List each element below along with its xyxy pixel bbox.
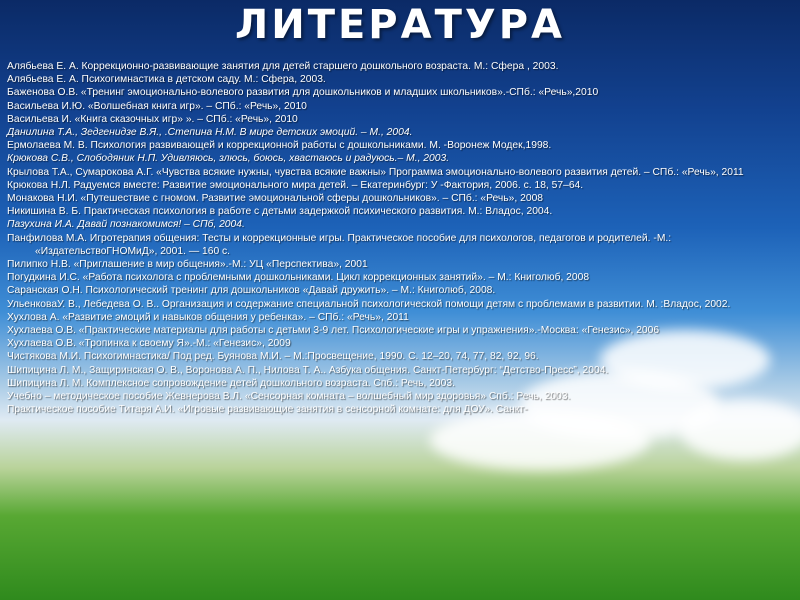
reference-item: Практическое пособие Титаря А.И. «Игровые развивающие занятия в сенсорной комнате: для ДОУ». Санкт-: [7, 404, 528, 416]
reference-list: [7, 60, 793, 416]
reference-item: Монакова Н.И. «Путешествие с гномом. Развитие эмоциональной сферы дошкольников». – СПб.: «Речь», 2008: [7, 193, 544, 205]
reference-item: Хухлаева О.В. «Тропинка к своему Я».-М.: «Генезис», 2009: [7, 338, 291, 350]
reference-item: УльенковаУ. В., Лебедева О. В.. Организация и содержание специальной психологической помощи детям с проблемами в развитии. М. :Владос, 2002.: [7, 298, 731, 310]
reference-item: Крюкова Н.Л. Радуемся вместе: Развитие эмоционального мира детей. – Екатеринбург: У -Фактория, 2006. с. 18, 57–64.: [7, 179, 584, 191]
reference-item: Данилина Т.А., Зедгенидзе В.Я., .Степина Н.М. В мире детских эмоций. – М., 2004.: [7, 127, 413, 139]
reference-item: Пилипко Н.В. «Приглашение в мир общения».-М.: УЦ «Перспектива», 2001: [7, 259, 368, 271]
reference-item: Крюкова С.В., Слободяник Н.П. Удивляюсь, злюсь, боюсь, хвастаюсь и радуюсь.– М., 2003.: [7, 153, 450, 165]
reference-item: Учебно – методическое пособие Жевнерова В.Л. «Сенсорная комната – волшебный мир здоровья» Спб.: Речь, 2003.: [7, 391, 571, 403]
reference-item: Васильева И.Ю. «Волшебная книга игр». – СПб.: «Речь», 2010: [7, 100, 307, 112]
reference-item: Хухлова А. «Развитие эмоций и навыков общения у ребенка». – СПб.: «Речь», 2011: [7, 311, 409, 323]
reference-item: Алябьева Е. А. Коррекционно-развивающие занятия для детей старшего дошкольного возраста. М.: Сфера , 2003.: [7, 61, 559, 72]
reference-item: Алябьева Е. А. Психогимнастика в детском саду. М.: Сфера, 2003.: [7, 74, 326, 86]
reference-item: Ермолаева М. В. Психология развивающей и коррекционной работы с дошкольниками. М. -Воронеж Модек,1998.: [7, 140, 552, 152]
cloud-shape: [430, 410, 650, 470]
reference-item: Хухлаева О.В. «Практические материалы для работы с детьми 3-9 лет. Психологические игры и упражнения».-Москва: «Генезис», 2006: [7, 325, 660, 337]
reference-item: Саранская О.Н. Психологический тренинг для дошкольников «Давай дружить». – М.: Книголюб, 2008.: [7, 285, 496, 297]
reference-item: Шипицина Л. М. Комплексное сопровождение детей дошкольного возраста. Спб.: Речь, 2003.: [7, 377, 455, 389]
reference-item: Пазухина И.А. Давай познакомимся! – СПб, 2004.: [7, 219, 245, 231]
reference-item: Чистякова М.И. Психогимнастика/ Под ред. Буянова М.И. – М.:Просвещение, 1990. С. 12–20, 74, 77, 82, 92, 96.: [7, 351, 539, 363]
reference-item: Панфилова М.А. Игротерапия общения: Тесты и коррекционные игры. Практическое пособие для психологов, педагогов и родителей. -М.: «ИздательствоГНОМиД», 2001. — 160 с.: [7, 232, 672, 257]
reference-item: Шипицина Л. М., Защиринская О. В., Воронова А. П., Нилова Т. А.. Азбука общения. Санкт-Петербург: “Детство-Пресс”, 2004.: [7, 364, 609, 376]
reference-item: Никишина В. Б. Практическая психология в работе с детьми задержкой психического развития. М.: Владос, 2004.: [7, 206, 553, 218]
reference-item: Крылова Т.А., Сумарокова А.Г. «Чувства всякие нужны, чувства всякие важны» Программа эмоционально-волевого развития детей. – СПб.: «Речь», 2011: [7, 166, 744, 178]
reference-item: Баженова О.В. «Тренинг эмоционально-волевого развития для дошкольников и младших школьников».-СПб.: «Речь»,2010: [7, 87, 599, 99]
reference-item: Васильева И. «Книга сказочных игр» ». – СПб.: «Речь», 2010: [7, 113, 298, 125]
reference-item: Погудкина И.С. «Работа психолога с проблемными дошкольниками. Цикл коррекционных занятий». – М.: Книголюб, 2008: [7, 272, 590, 284]
page-title: ЛИТЕРАТУРА: [235, 2, 565, 48]
